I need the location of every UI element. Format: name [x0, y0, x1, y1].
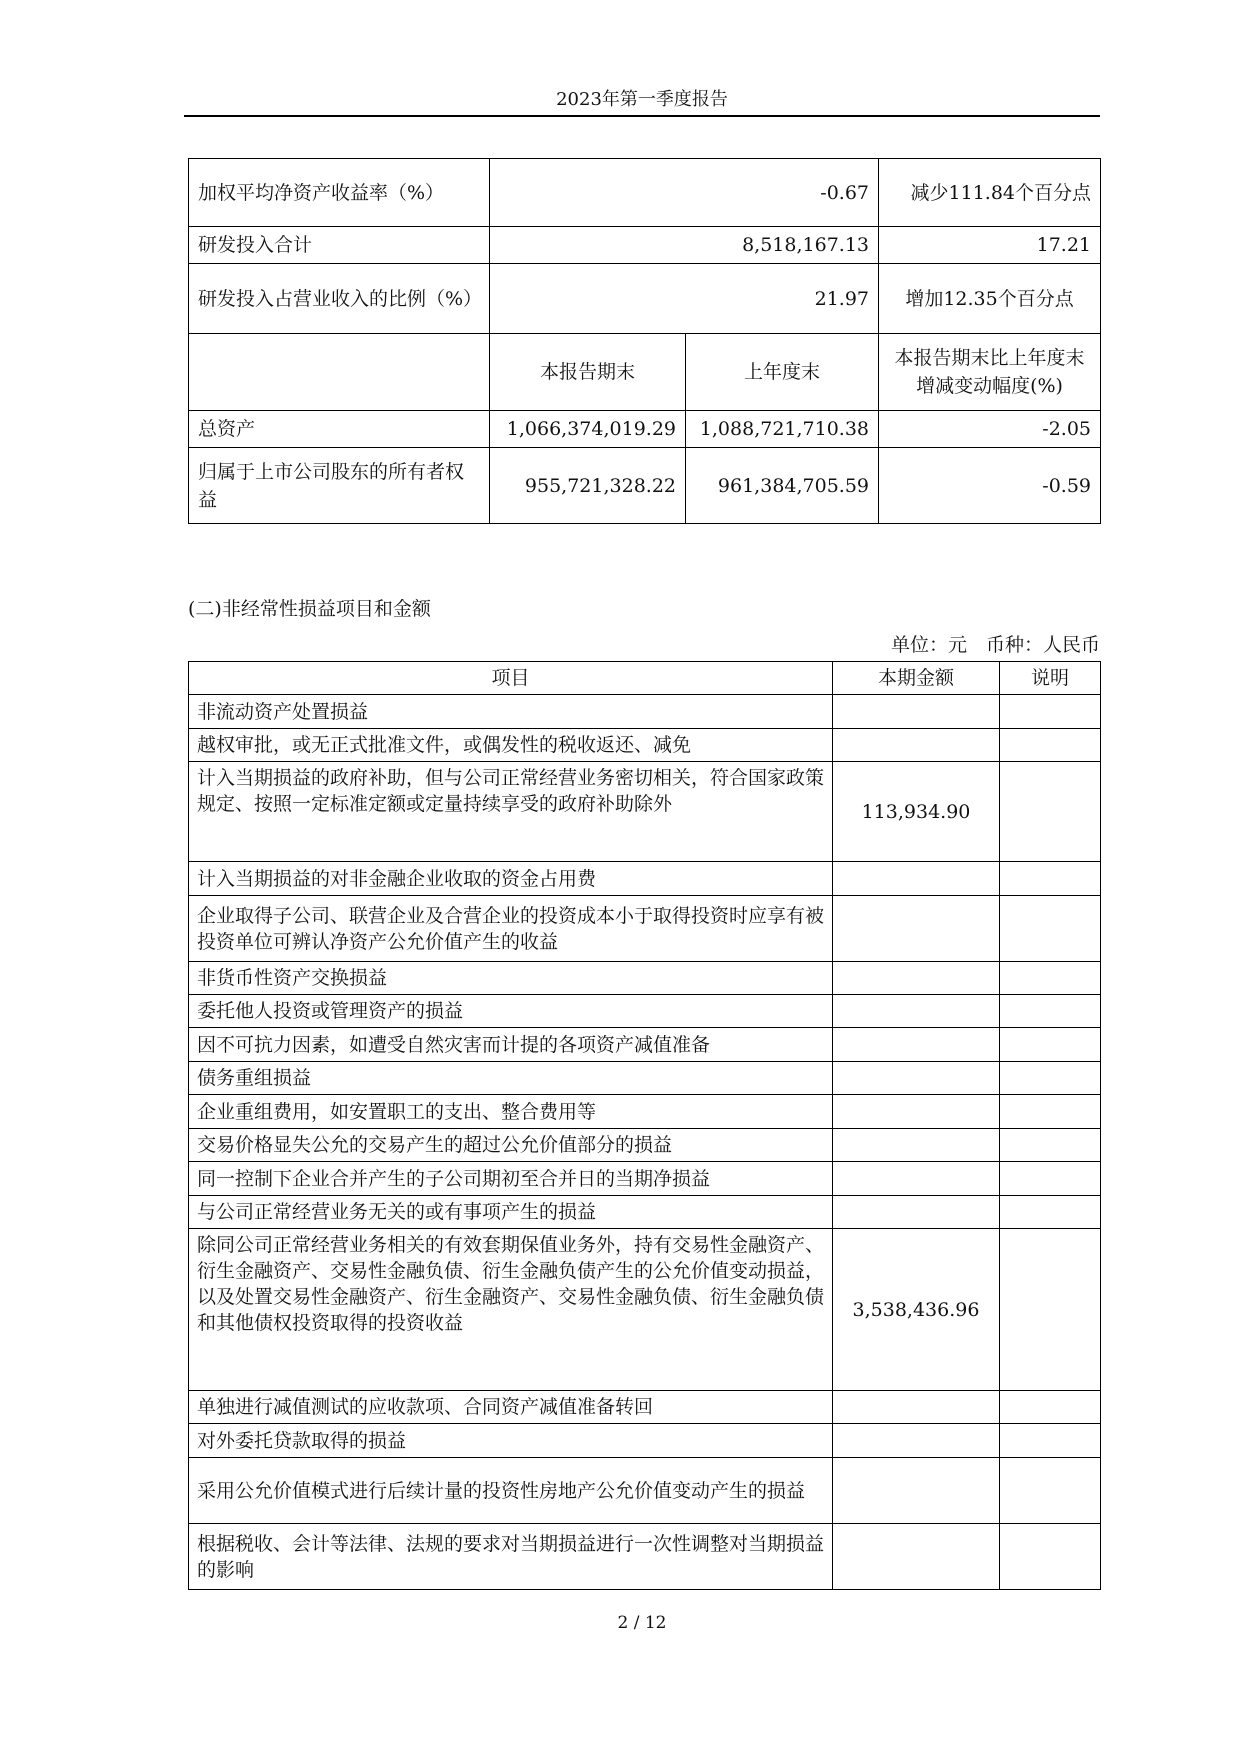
amount-cell: 3,538,436.96 — [833, 1229, 1000, 1391]
table-row — [189, 1095, 1101, 1129]
table-row — [189, 1129, 1101, 1162]
item-cell: 根据税收、会计等法律、法规的要求对当期损益进行一次性调整对当期损益的影响 — [189, 1524, 833, 1590]
header-item: 项目 — [189, 662, 833, 695]
item-cell: 除同公司正常经营业务相关的有效套期保值业务外，持有交易性金融资产、衍生金融资产、交易性金融负债、衍生金融负债产生的公允价值变动损益，以及处置交易性金融资产、衍生金融资产、交易性金融负债、衍生金融负债和其他债权投资取得的投资收益 — [189, 1229, 833, 1391]
row-label: 归属于上市公司股东的所有者权益 — [189, 448, 490, 524]
note-cell — [1000, 1229, 1101, 1391]
row-prev: 1,088,721,710.38 — [686, 411, 879, 448]
amount-cell: 113,934.90 — [833, 762, 1000, 862]
table-row — [189, 862, 1101, 896]
table-row — [189, 1524, 1101, 1590]
item-cell: 债务重组损益 — [189, 1062, 833, 1095]
amount-cell — [833, 1095, 1000, 1129]
row-value: 8,518,167.13 — [490, 227, 879, 264]
header-change-pct: 本报告期末比上年度末增减变动幅度(%) — [879, 334, 1101, 411]
table-row — [189, 1391, 1101, 1424]
row-label: 研发投入合计 — [189, 227, 490, 264]
note-cell — [1000, 1196, 1101, 1229]
header-prior-year-end: 上年度末 — [686, 334, 879, 411]
row-change: 17.21 — [879, 227, 1101, 264]
table-row — [189, 962, 1101, 995]
item-cell: 对外委托贷款取得的损益 — [189, 1424, 833, 1458]
row-current: 955,721,328.22 — [490, 448, 686, 524]
table-row — [189, 1062, 1101, 1095]
item-cell: 越权审批，或无正式批准文件，或偶发性的税收返还、减免 — [189, 729, 833, 762]
item-cell: 采用公允价值模式进行后续计量的投资性房地产公允价值变动产生的损益 — [189, 1458, 833, 1524]
amount-cell — [833, 1062, 1000, 1095]
item-cell: 非流动资产处置损益 — [189, 695, 833, 729]
table-row — [189, 227, 1101, 264]
amount-cell — [833, 1028, 1000, 1062]
amount-cell — [833, 1129, 1000, 1162]
note-cell — [1000, 729, 1101, 762]
table-row — [189, 896, 1101, 962]
empty-header-cell — [189, 334, 490, 411]
item-cell: 非货币性资产交换损益 — [189, 962, 833, 995]
note-cell — [1000, 1458, 1101, 1524]
note-cell — [1000, 1162, 1101, 1196]
note-cell — [1000, 1391, 1101, 1424]
note-cell — [1000, 1524, 1101, 1590]
non-recurring-items-table — [188, 661, 1101, 1590]
unit-currency-note: 单位：元 币种：人民币 — [890, 634, 1100, 656]
note-cell — [1000, 995, 1101, 1028]
header-note: 说明 — [1000, 662, 1101, 695]
amount-cell — [833, 695, 1000, 729]
table-row — [189, 264, 1101, 334]
table-row — [189, 1028, 1101, 1062]
table-row — [189, 695, 1101, 729]
amount-cell — [833, 896, 1000, 962]
amount-cell — [833, 1424, 1000, 1458]
item-cell: 企业重组费用，如安置职工的支出、整合费用等 — [189, 1095, 833, 1129]
table-row — [189, 995, 1101, 1028]
table-row — [189, 1424, 1101, 1458]
table-row — [189, 1229, 1101, 1391]
row-label: 总资产 — [189, 411, 490, 448]
table-row — [189, 411, 1101, 448]
note-cell — [1000, 1062, 1101, 1095]
header-divider — [184, 115, 1100, 117]
item-cell: 单独进行减值测试的应收款项、合同资产减值准备转回 — [189, 1391, 833, 1424]
row-value: -0.67 — [490, 159, 879, 227]
item-cell: 计入当期损益的对非金融企业收取的资金占用费 — [189, 862, 833, 896]
section-title: (二)非经常性损益项目和金额 — [188, 598, 431, 620]
table-row — [189, 729, 1101, 762]
note-cell — [1000, 1424, 1101, 1458]
row-value: 21.97 — [490, 264, 879, 334]
amount-cell — [833, 1196, 1000, 1229]
row-change: 增加12.35个百分点 — [879, 264, 1101, 334]
row-label: 研发投入占营业收入的比例（%） — [189, 264, 490, 334]
row-change: -2.05 — [879, 411, 1101, 448]
amount-cell — [833, 962, 1000, 995]
header-amount: 本期金额 — [833, 662, 1000, 695]
item-cell: 因不可抗力因素，如遭受自然灾害而计提的各项资产减值准备 — [189, 1028, 833, 1062]
table-row — [189, 1196, 1101, 1229]
row-change: 减少111.84个百分点 — [879, 159, 1101, 227]
note-cell — [1000, 1028, 1101, 1062]
amount-cell — [833, 1524, 1000, 1590]
amount-cell — [833, 1458, 1000, 1524]
note-cell — [1000, 1129, 1101, 1162]
amount-cell — [833, 1391, 1000, 1424]
note-cell — [1000, 962, 1101, 995]
item-cell: 企业取得子公司、联营企业及合营企业的投资成本小于取得投资时应享有被投资单位可辨认净资产公允价值产生的收益 — [189, 896, 833, 962]
page-number: 2 / 12 — [617, 1613, 667, 1633]
row-change: -0.59 — [879, 448, 1101, 524]
note-cell — [1000, 695, 1101, 729]
item-cell: 委托他人投资或管理资产的损益 — [189, 995, 833, 1028]
row-prev: 961,384,705.59 — [686, 448, 879, 524]
item-cell: 同一控制下企业合并产生的子公司期初至合并日的当期净损益 — [189, 1162, 833, 1196]
note-cell — [1000, 762, 1101, 862]
key-financials-table — [188, 158, 1101, 524]
item-cell: 计入当期损益的政府补助，但与公司正常经营业务密切相关，符合国家政策规定、按照一定标准定额或定量持续享受的政府补助除外 — [189, 762, 833, 862]
amount-cell — [833, 1162, 1000, 1196]
table-row — [189, 159, 1101, 227]
row-current: 1,066,374,019.29 — [490, 411, 686, 448]
table-row — [189, 1458, 1101, 1524]
item-cell: 交易价格显失公允的交易产生的超过公允价值部分的损益 — [189, 1129, 833, 1162]
amount-cell — [833, 995, 1000, 1028]
table-header-row — [189, 662, 1101, 695]
page-header: 2023年第一季度报告 — [556, 89, 728, 110]
table-row — [189, 1162, 1101, 1196]
row-label: 加权平均净资产收益率（%） — [189, 159, 490, 227]
amount-cell — [833, 862, 1000, 896]
table-row — [189, 762, 1101, 862]
table-row — [189, 448, 1101, 524]
note-cell — [1000, 896, 1101, 962]
header-current-period: 本报告期末 — [490, 334, 686, 411]
amount-cell — [833, 729, 1000, 762]
table-subheader-row — [189, 334, 1101, 411]
note-cell — [1000, 862, 1101, 896]
note-cell — [1000, 1095, 1101, 1129]
item-cell: 与公司正常经营业务无关的或有事项产生的损益 — [189, 1196, 833, 1229]
